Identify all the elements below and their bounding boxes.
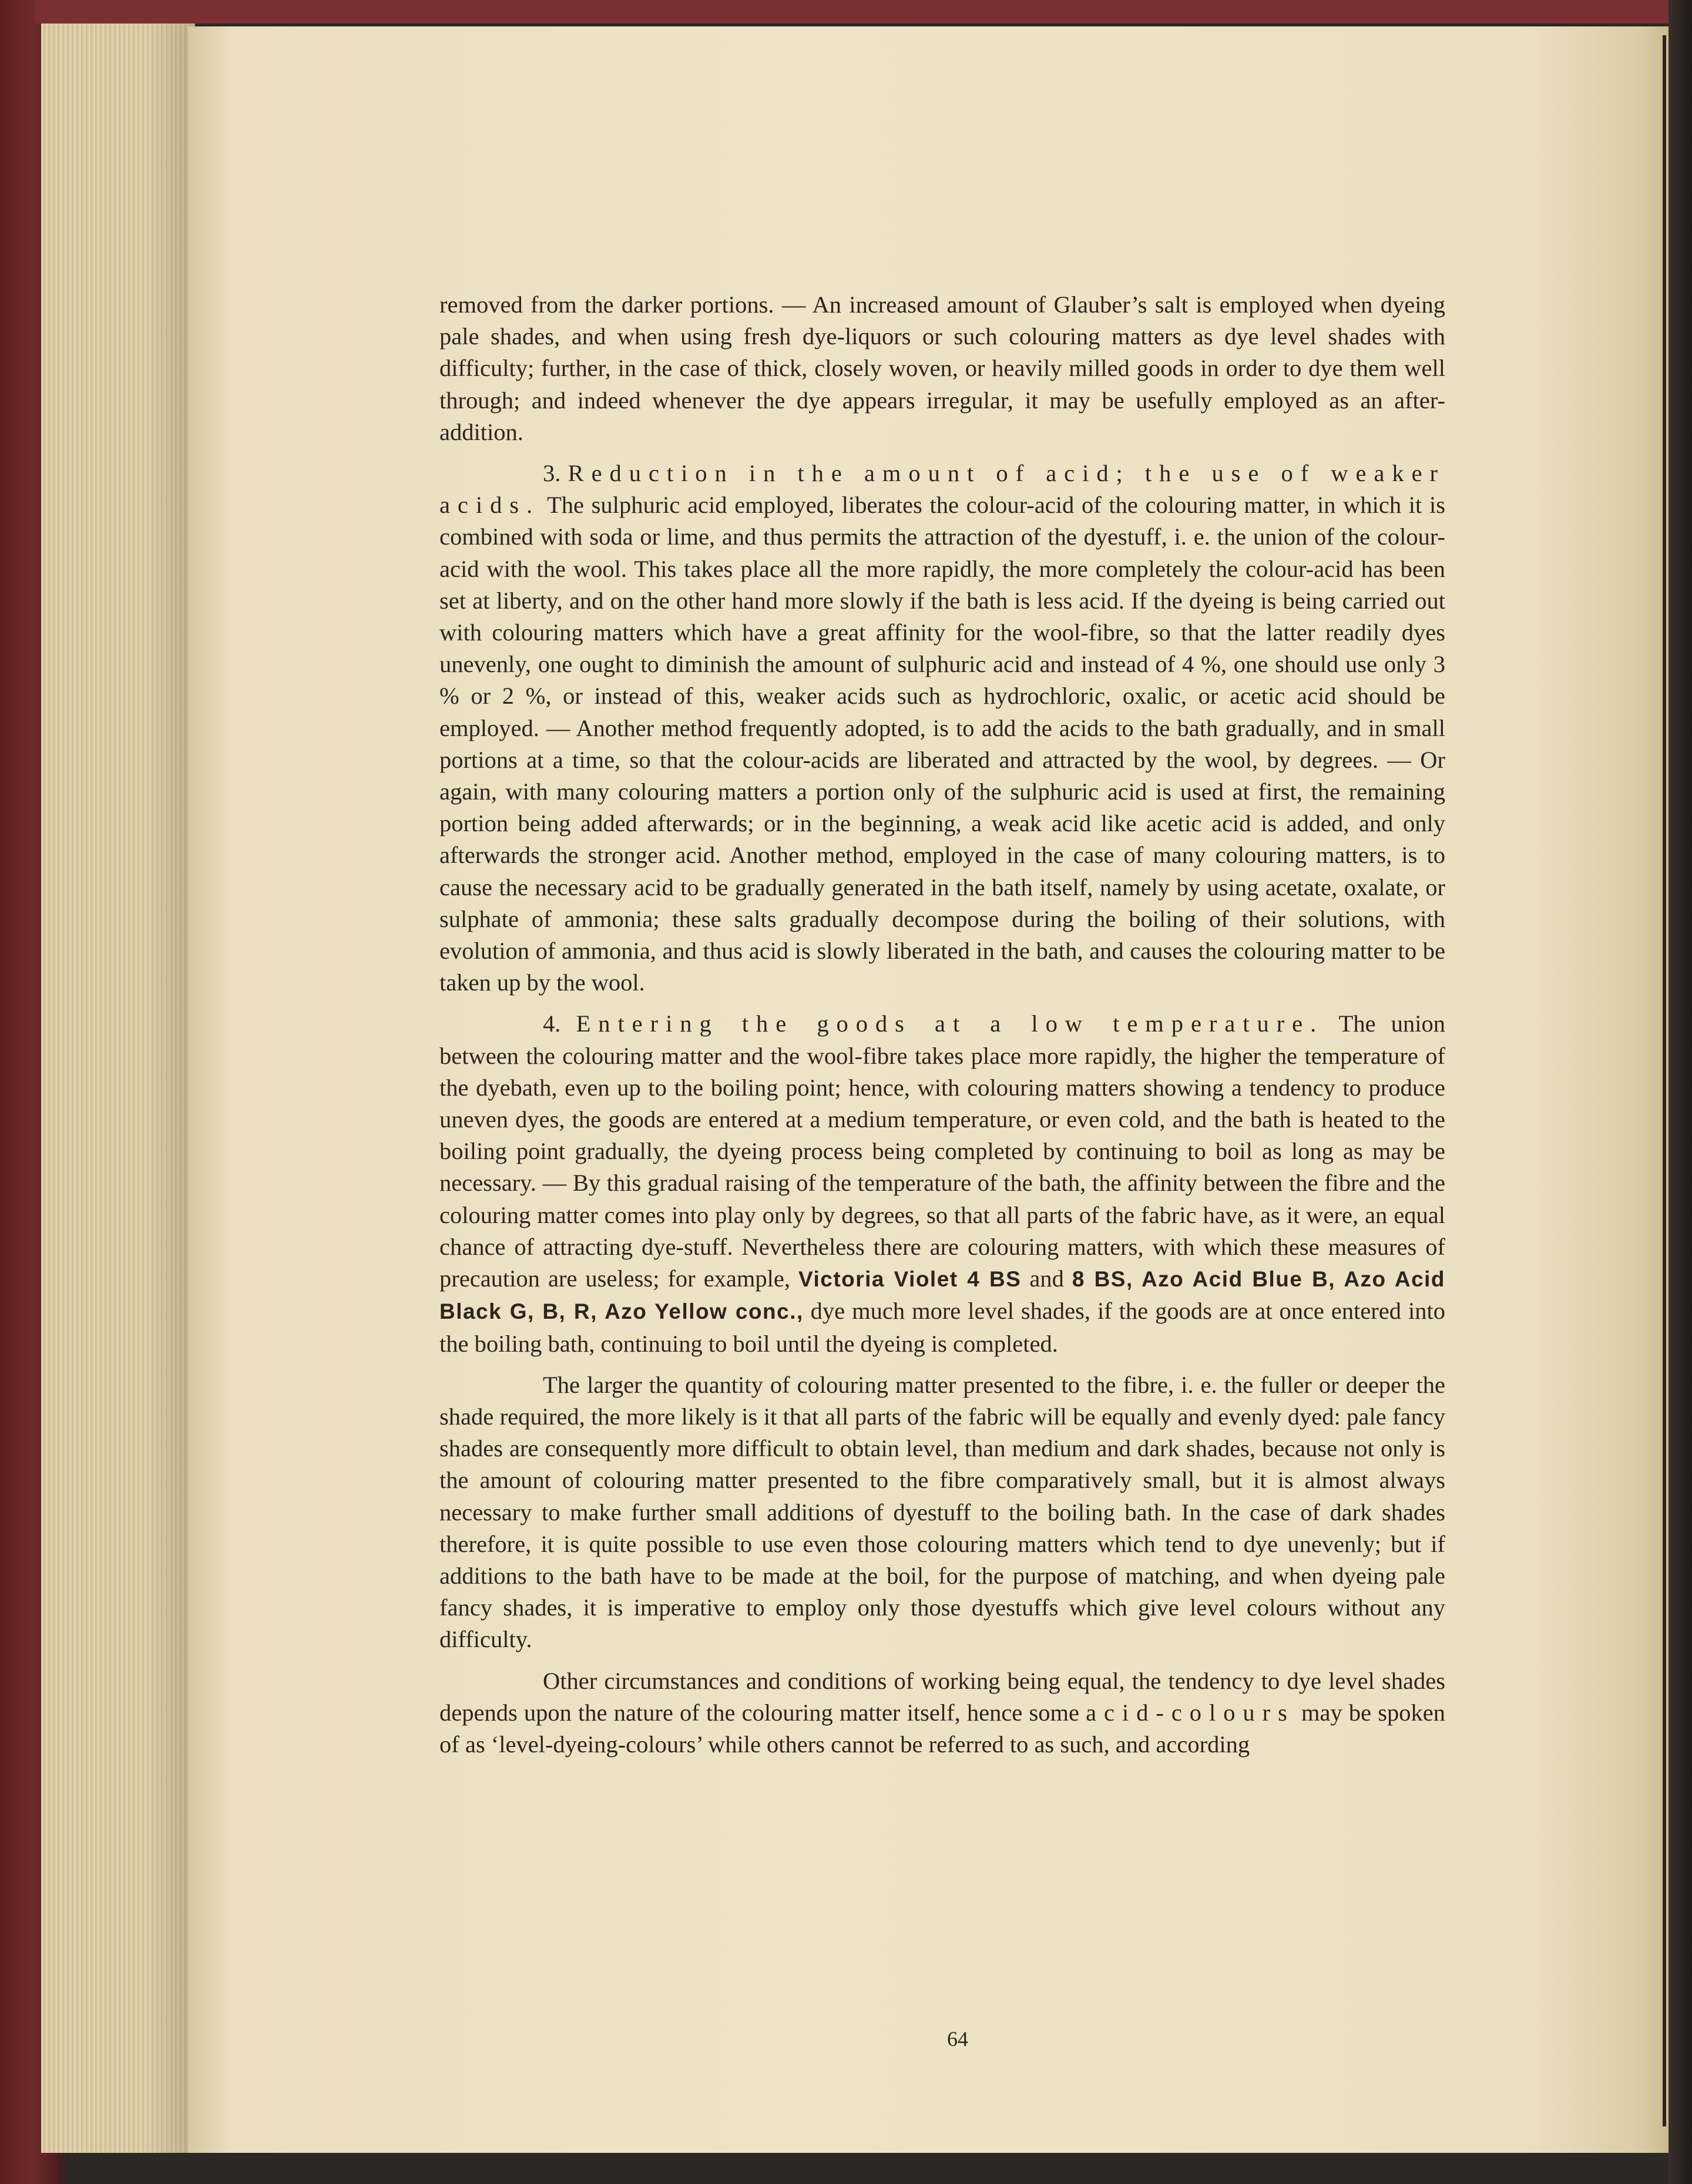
paragraph — [439, 289, 1445, 448]
text-run: removed from the darker portions. — An increased amount of Glauber’s salt is employed when dyeing pale shades, and when using fresh dye-liquors or such colouring matters as dye level shades with difficulty; further, in the case of thick, closely woven, or heavily milled goods in order to dye them well through; and indeed whenever the dye appears irregular, it may be usefully employed as an after-addition. — [439, 291, 1445, 445]
book-cover-right-edge — [1668, 0, 1692, 2184]
body-text — [439, 289, 1445, 1770]
text-spaced: Entering the goods at a low temperature. — [576, 1010, 1324, 1037]
text-run: 3. — [543, 460, 568, 487]
text-run: may be spoken of as ‘level-dyeing-colours’ while others cannot be referred to as such, and according — [439, 1699, 1445, 1758]
text-run: The union between the colouring matter and the wool-fibre takes place more rapidly, the higher the temperature of the dyebath, even up to the boiling point; hence, with colouring matters showing a tendency to produce uneven dyes, the goods are entered at a medium temperature, or even cold, and the bath is heated to the boiling point gradually, the dyeing process being completed by continuing to boil as long as may be necessary. — By this gradual raising of the temperature of the bath, the affinity between the fibre and the colouring matter comes into play only by degrees, so that all parts of the fabric have, as it were, an equal chance of attracting dye-stuff. Nevertheless there are colouring matters, with which these measures of precaution are useless; for example, — [439, 1010, 1446, 1292]
text-run: The sulphuric acid employed, liberates the colour-acid of the colouring matter, in which it is combined with soda or lime, and thus permits the attraction of the dyestuff, i. e. the union of the colour-acid with the wool. This takes place all the more rapidly, the more completely the colour-acid has been set at liberty, and on the other hand more slowly if the bath is less acid. If the dyeing is being carried out with colouring matters which have a great affinity for the wool-fibre, so that the latter readily dyes unevenly, one ought to diminish the amount of sulphuric acid and instead of 4 %, one should use only 3 % or 2 %, or instead of this, weaker acids such as hydrochloric, oxalic, or acetic acid should be employed. — Another method frequently adopted, is to add the acids to the bath gradually, and in small portions at a time, so that the colour-acids are liberated and attracted by the wool, by degrees. — Or again, with many colouring matters a portion only of the sulphuric acid is used at first, the remaining portion being added afterwards; or in the beginning, a weak acid like acetic acid is added, and only afterwards the stronger acid. Another method, employed in the case of many colouring matters, is to cause the necessary acid to be gradually generated in the bath itself, namely by using acetate, oxalate, or sulphate of ammonia; these salts gradually decompose during the boiling of their solutions, with evolution of ammonia, and thus acid is slowly liberated in the bath, and causes the colouring matter to be taken up by the wool. — [439, 492, 1445, 996]
text-run: dye much more level shades, if the goods are at once entered into the boiling bath, continuing to boil until the dyeing is completed. — [439, 1298, 1445, 1357]
page-number: 64 — [947, 2027, 968, 2051]
text-run: and — [1021, 1265, 1072, 1292]
text-sans-bold: Victoria Violet 4 BS — [798, 1267, 1022, 1292]
text-run: 4. — [543, 1010, 576, 1037]
text-run: Other circumstances and conditions of working being equal, the tendency to dye level shades depends upon the nature of the colouring matter itself, hence some — [439, 1667, 1445, 1726]
text-spaced: acid-colours — [1086, 1699, 1295, 1726]
page-stack-shadow — [147, 23, 194, 2153]
text-run: The larger the quantity of colouring matter presented to the fibre, i. e. the fuller or deeper the shade required, the more likely is it that all parts of the fabric will be equally and evenly dyed: pale fancy shades are consequently more difficult to obtain level, than medium and dark shades, because not only is the amount of colouring matter presented to the fibre comparatively small, but it is almost always necessary to make further small additions of dyestuff to the boiling bath. In the case of dark shades therefore, it is quite possible to use even those colouring matters which tend to dye unevenly; but if additions to the bath have to be made at the boil, for the purpose of matching, and when dyeing pale fancy shades, it is imperative to employ only those dyestuffs which give level colours without any difficulty. — [439, 1371, 1445, 1653]
paragraph — [439, 1369, 1445, 1656]
paragraph — [439, 1665, 1445, 1761]
text-sans-bold: 8 BS, Azo Acid Blue B, Azo Acid Black G, B, R, Azo Yellow conc., — [439, 1267, 1445, 1324]
text-spaced: Reduction in the amount of acid; the use of weaker acids. — [439, 460, 1445, 519]
book-cover-top-edge — [35, 0, 1692, 23]
binding-gutter — [1663, 35, 1666, 2126]
paragraph — [439, 1008, 1445, 1359]
paragraph — [439, 458, 1445, 999]
